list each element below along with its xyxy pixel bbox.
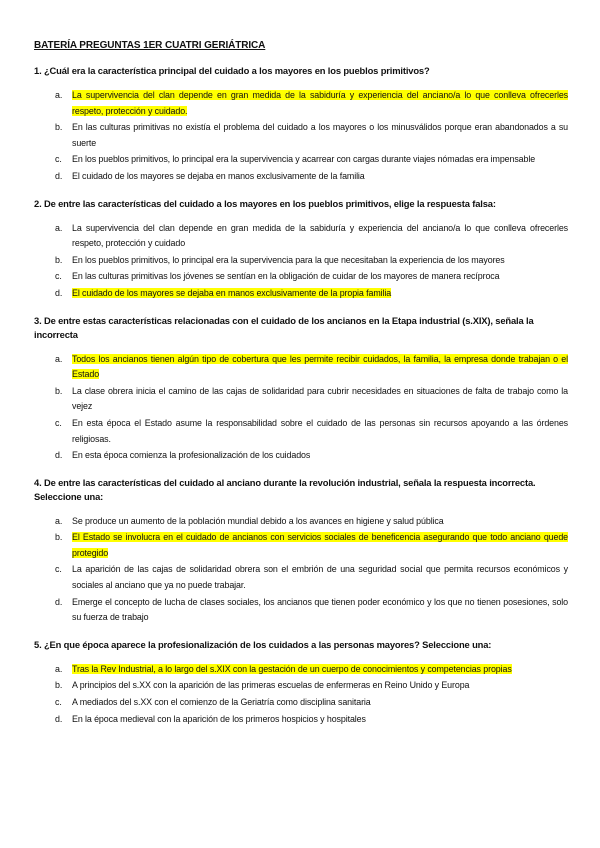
document-page — [34, 40, 568, 739]
answer-option — [34, 253, 568, 269]
option-letter: c. — [55, 564, 62, 575]
option-letter: c. — [55, 154, 62, 165]
answer-option — [34, 595, 568, 626]
option-letter: b. — [55, 532, 63, 543]
option-letter: a. — [55, 90, 63, 100]
option-text-highlighted: La supervivencia del clan depende en gran medida de la sabiduría y experiencia del anciano/a lo que conlleva ofrecerles respeto, protección y cuidado. — [72, 90, 568, 116]
option-text: En las culturas primitivas no existía el problema del cuidado a los mayores o los minusválidos porque eran abandonados a su suerte — [72, 122, 568, 148]
option-letter: b. — [55, 385, 63, 396]
option-text: La clase obrera inicia el camino de las cajas de solidaridad para cubrir necesidades en situaciones de falta de trabajo como la vejez — [72, 385, 568, 412]
question-text: 1. ¿Cuál era la característica principal del cuidado a los mayores en los pueblos primitivos? — [34, 65, 430, 76]
answer-option — [34, 712, 568, 728]
option-letter: d. — [55, 170, 63, 181]
option-letter: c. — [55, 271, 62, 282]
answer-option — [34, 678, 568, 694]
option-letter: d. — [55, 596, 63, 607]
option-text: El cuidado de los mayores se dejaba en manos exclusivamente de la familia — [72, 170, 365, 181]
option-text: La aparición de las cajas de solidaridad obrera son el embrión de una seguridad social que permita recursos económicos y sociales al anciano que ya no puede trabajar. — [72, 564, 568, 591]
question-text: 3. De entre estas características relacionadas con el cuidado de los ancianos en la Etapa industrial (s.XIX), señala la incorrecta — [34, 314, 534, 340]
option-text: A principios del s.XX con la aparición de las primeras escuelas de enfermeras en Reino Unido y Europa — [72, 680, 470, 691]
answer-option — [34, 221, 568, 252]
answer-option — [34, 152, 568, 168]
option-text: La supervivencia del clan depende en gran medida de la sabiduría y experiencia del anciano/a lo que conlleva ofrecerles respeto, protección y cuidado — [72, 222, 568, 249]
option-letter: d. — [55, 450, 63, 461]
answer-option — [34, 286, 568, 302]
option-letter: c. — [55, 697, 62, 708]
answer-option — [34, 169, 568, 185]
option-letter: b. — [55, 680, 63, 691]
option-text: En los pueblos primitivos, lo principal era la supervivencia para la que necesitaban la experiencia de los mayores — [72, 254, 505, 265]
option-letter: c. — [55, 417, 62, 428]
option-text-highlighted: Todos los ancianos tienen algún tipo de cobertura que les permite recibir cuidados, la familia, la empresa donde trabajan o el Estado — [72, 353, 568, 380]
option-text: En los pueblos primitivos, lo principal era la supervivencia y acarrear con cargas durante viajes nómadas era impensable — [72, 154, 536, 165]
question-text: 4. De entre las características del cuidado al anciano durante la revolución industrial, señala la respuesta incorrecta. Seleccione una: — [34, 476, 536, 502]
question-1 — [34, 64, 568, 185]
answer-option — [34, 448, 568, 464]
question-text: 5. ¿En que época aparece la profesionalización de los cuidados a las personas mayores? Seleccione una: — [34, 638, 492, 650]
option-text: En las culturas primitivas los jóvenes se sentían en la obligación de cuidar de los mayores de manera recíproca — [72, 271, 500, 282]
option-text-highlighted: Tras la Rev Industrial, a lo largo del s.XIX con la gestación de un cuerpo de conocimientos y competencias propias — [72, 663, 512, 674]
answer-option — [34, 269, 568, 285]
option-text: A mediados del s.XX con el comienzo de la Geriatría como disciplina sanitaria — [72, 697, 371, 708]
option-text: En esta época el Estado asume la responsabilidad sobre el cuidado de las personas sin recursos apoyando a las órdenes religiosas. — [72, 417, 568, 444]
answer-option — [34, 416, 568, 447]
option-letter: d. — [55, 713, 63, 724]
option-letter: a. — [55, 515, 63, 526]
option-text-highlighted: El cuidado de los mayores se dejaba en manos exclusivamente de la propia familia — [72, 287, 392, 298]
answer-option — [34, 695, 568, 711]
option-letter: b. — [55, 122, 63, 133]
question-5 — [34, 638, 568, 727]
answer-option — [34, 530, 568, 561]
answer-options — [34, 662, 568, 727]
option-letter: a. — [55, 663, 63, 674]
answer-options — [34, 221, 568, 302]
question-3 — [34, 314, 568, 464]
answer-option — [34, 352, 568, 383]
document-title: BATERÍA PREGUNTAS 1ER CUATRI GERIÁTRICA — [34, 40, 266, 51]
option-letter: a. — [55, 222, 63, 233]
answer-option — [34, 514, 568, 530]
answer-option — [34, 384, 568, 415]
option-letter: d. — [55, 287, 63, 298]
option-text: En esta época comienza la profesionalización de los cuidados — [72, 450, 311, 461]
answer-option — [34, 88, 568, 119]
question-4 — [34, 476, 568, 626]
answer-options — [34, 514, 568, 626]
option-letter: a. — [55, 353, 63, 364]
question-2 — [34, 197, 568, 302]
answer-option — [34, 662, 568, 678]
answer-options — [34, 352, 568, 464]
option-letter: b. — [55, 254, 63, 265]
answer-option — [34, 120, 568, 151]
option-text-highlighted: El Estado se involucra en el cuidado de ancianos con servicios sociales de beneficencia asegurando que todo anciano quede protegido — [72, 532, 568, 558]
option-text: Se produce un aumento de la población mundial debido a los avances en higiene y salud pública — [72, 515, 444, 526]
question-text: 2. De entre las características del cuidado a los mayores en los pueblos primitivos, elige la respuesta falsa: — [34, 197, 496, 209]
answer-option — [34, 562, 568, 593]
answer-options — [34, 88, 568, 185]
option-text: En la época medieval con la aparición de los primeros hospicios y hospitales — [72, 713, 366, 724]
option-text: Emerge el concepto de lucha de clases sociales, los ancianos que tienen poder económico y los que no tienen posesiones, solo su fuerza de trabajo — [72, 596, 568, 623]
